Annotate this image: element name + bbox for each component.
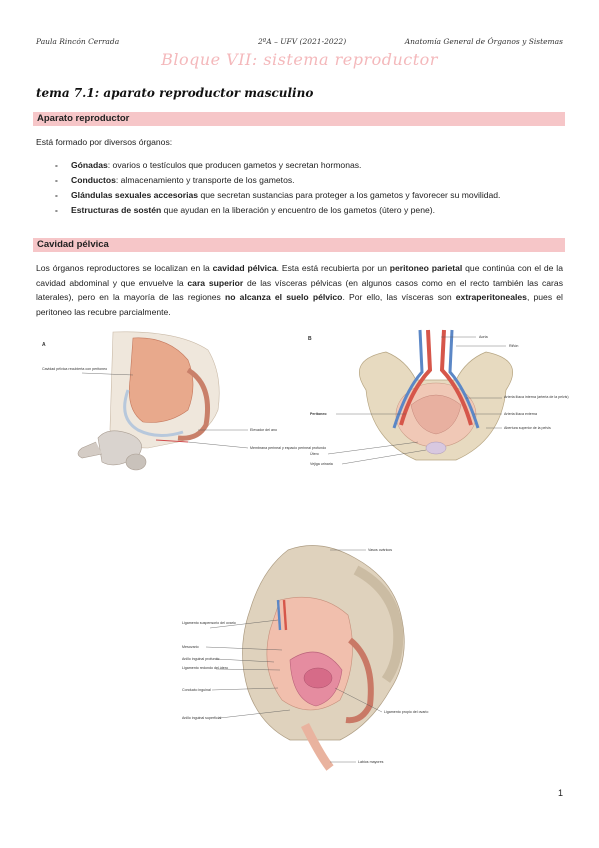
topic-title: tema 7.1: aparato reproductor masculino	[36, 86, 314, 100]
figure-b-label-aorta: Aorta	[479, 335, 488, 339]
figure-c-label-suspensory: Ligamento suspensorio del ovario	[182, 621, 236, 625]
list-item-term: Glándulas sexuales accesorias	[71, 190, 199, 200]
header-author: Paula Rincón Cerrada	[36, 37, 120, 46]
text-run-bold: no alcanza el suelo pélvico	[225, 292, 343, 302]
figure-c-label-deep-ring: Anillo inguinal profundo	[182, 657, 220, 661]
text-run: , pues el peritoneo las recubre parcialmente.	[36, 292, 563, 317]
figure-c-label-superficial-ring: Anillo inguinal superficial	[182, 716, 222, 720]
header-subject: Anatomía General de Órganos y Sistemas	[404, 37, 563, 46]
list-item	[55, 158, 565, 173]
list-item-term: Gónadas	[71, 160, 108, 170]
figure-c-female-pelvis	[170, 540, 450, 776]
figure-a-label-cavity: Cavidad pélvica recubierta con peritoneo	[42, 367, 108, 371]
page-number: 1	[557, 788, 563, 798]
figure-b-label-peritoneum: Peritoneo	[310, 412, 327, 416]
text-run-bold: cavidad pélvica	[212, 263, 277, 273]
figure-b-label-kidney: Riñón	[509, 344, 519, 348]
text-run: . Esta está recubierta por un	[276, 263, 390, 273]
list-item	[55, 203, 565, 218]
text-run-bold: extraperitoneales	[455, 292, 527, 302]
list-item-text: : almacenamiento y transporte de los gametos.	[115, 175, 295, 185]
text-run: que continúa con el de la cavidad abdominal y que envuelve la	[36, 263, 563, 288]
figure-c-label-labia: Labios mayores	[358, 760, 384, 764]
block-title: Bloque VII: sistema reproductor	[161, 50, 438, 69]
list-item-term: Estructuras de sostén	[71, 205, 162, 215]
figure-a-label-levator: Elevador del ano	[250, 428, 277, 432]
header-course: 2ºA – UFV (2021-2022)	[258, 37, 347, 46]
section-heading-reproductor: Aparato reproductor	[37, 113, 130, 124]
section-heading-bar	[33, 238, 565, 252]
figure-c-label-ovarian-vessels: Vasos ováricos	[368, 548, 393, 552]
figure-c-label-mesovarium: Mesovario	[182, 645, 199, 649]
text-run-bold: cara superior	[187, 277, 244, 288]
text-run-bold: peritoneo parietal	[389, 263, 463, 273]
figure-a-label-membrane: Membrana perineal y espacio perineal profundo	[250, 446, 327, 450]
text-run: Los órganos reproductores se localizan en la	[36, 263, 213, 273]
section-heading-bar	[33, 112, 565, 126]
section2-paragraph	[36, 261, 563, 319]
list-item-text: que ayudan en la liberación y encuentro de los gametos (útero y pene).	[161, 205, 436, 215]
text-run: de las vísceras pélvicas (en algunos casos como en el recto también las caras laterales), pero en la mayoría de las regiones	[36, 277, 563, 302]
figure-c-label-proper-lig: Ligamento propio del ovario	[384, 710, 429, 714]
list-item	[55, 188, 565, 203]
list-item-text: : ovarios o testículos que producen gametos y secretan hormonas.	[107, 160, 362, 170]
figure-b-letter: B	[308, 336, 312, 342]
list-item	[55, 173, 565, 188]
figure-b-label-uterus: Útero	[310, 452, 319, 456]
section-heading-cavidad: Cavidad pélvica	[37, 239, 109, 250]
figure-c-label-inguinal-canal: Conducto inguinal	[182, 688, 211, 692]
section1-intro: Está formado por diversos órganos:	[36, 137, 173, 147]
figure-c-label-round-lig: Ligamento redondo del útero	[182, 666, 228, 670]
figure-b-label-int-artery: Arteria ilíaca interna (arteria de la pelvis)	[504, 395, 569, 399]
list-item-term: Conductos	[71, 175, 116, 185]
figure-b-label-aperture: Abertura superior de la pelvis	[504, 426, 551, 430]
list-item-text: que secretan sustancias para proteger a los gametos y favorecer su movilidad.	[198, 190, 501, 200]
figure-b-pelvis-anterior	[306, 330, 568, 478]
organ-list	[55, 158, 565, 218]
figure-a-letter: A	[42, 342, 46, 348]
figure-b-label-bladder: Vejiga urinaria	[310, 462, 333, 466]
text-run: . Por ello, las vísceras son	[342, 292, 456, 302]
figure-b-label-ext-artery: Arteria ilíaca externa	[504, 412, 537, 416]
